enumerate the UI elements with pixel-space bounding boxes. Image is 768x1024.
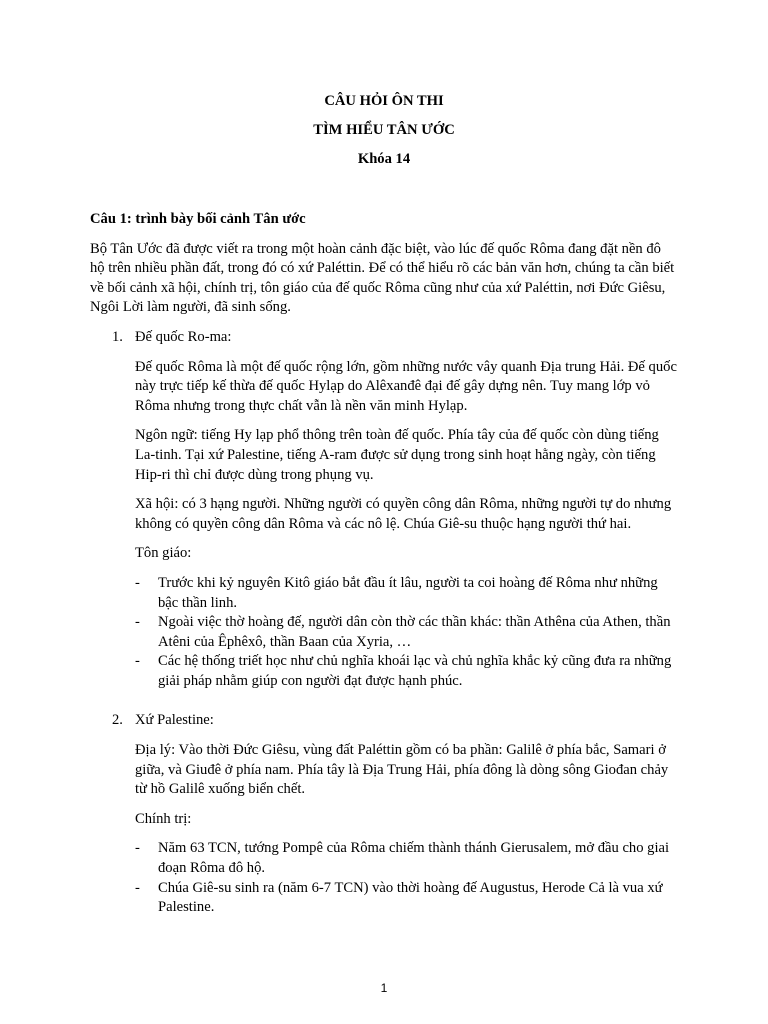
religion-label: Tôn giáo: — [135, 545, 192, 562]
list-item: - Trước khi kỷ nguyên Kitô giáo bắt đầu ít lâu, người ta coi hoàng đế Rôma như những bậc thần linh. — [135, 574, 658, 611]
title-line-3: Khóa 14 — [357, 150, 411, 167]
politics-label: Chính trị: — [135, 810, 192, 827]
list-item: - Năm 63 TCN, tướng Pompê của Rôma chiếm thành thánh Gierusalem, mở đầu cho giai đoạn Rôma đô hộ. — [135, 840, 670, 877]
question-1-intro: Bộ Tân Ước đã được viết ra trong một hoàn cảnh đặc biệt, vào lúc đế quốc Rôma đang đặt nền đô hộ trên nhiều phần đất, trong đó có xứ Paléttin. Để có thể hiểu rõ các bản văn hơn, chúng ta cần biết về bối cảnh xã hội, chính trị, tôn giáo của đế quốc Rôma cũng như của xứ Paléttin, nơi Đức Giêsu, Ngôi Lời làm người, đã sinh sống. — [90, 240, 675, 316]
document-title — [0, 92, 768, 179]
section-1-paragraph-2: Ngôn ngữ: tiếng Hy lạp phổ thông trên toàn đế quốc. Phía tây của đế quốc còn dùng tiếng La-tinh. Tại xứ Palestine, tiếng A-ram được sử dụng trong sinh hoạt hằng ngày, còn tiếng Hip-ri thì chỉ được dùng trong phụng vụ. — [135, 427, 659, 483]
section-1-paragraph-1: Đế quốc Rôma là một đế quốc rộng lớn, gồm những nước vây quanh Địa trung Hải. Đế quốc này trực tiếp kế thừa đế quốc Hylạp do Alêxanđê đại đế gây dựng nên. Tuy mang lớp vỏ Rôma nhưng trong thực chất vẫn là nền văn minh Hylạp. — [135, 358, 677, 414]
list-item: - Ngoài việc thờ hoàng đế, người dân còn thờ các thần khác: thần Athêna của Athen, thần Atêni của Êphêxô, thần Baan của Xyria, … — [135, 614, 671, 650]
religion-list — [135, 574, 678, 692]
politics-list — [135, 839, 678, 917]
section-1-title — [90, 328, 678, 348]
question-1-heading: Câu 1: trình bày bối cảnh Tân ước — [90, 211, 306, 227]
section-2-number: 2. — [112, 712, 123, 729]
page-number: 1 — [380, 981, 388, 995]
title-line-1: CÂU HỎI ÔN THI — [324, 93, 444, 109]
title-line-2: TÌM HIỂU TÂN ƯỚC — [313, 121, 455, 138]
section-2-title — [90, 711, 678, 731]
list-item: - Chúa Giê-su sinh ra (năm 6-7 TCN) vào thời hoàng đế Augustus, Herode Cả là vua xứ Palestine. — [135, 879, 663, 916]
section-1-title-text: Đế quốc Ro-ma: — [135, 328, 232, 345]
section-1-number: 1. — [112, 328, 123, 345]
list-item: - Các hệ thống triết học như chủ nghĩa khoái lạc và chủ nghĩa khắc kỷ cũng đưa ra những giải pháp nhằm giúp con người đạt được hạnh phúc. — [135, 653, 672, 689]
section-1-paragraph-3: Xã hội: có 3 hạng người. Những người có quyền công dân Rôma, những người tự do nhưng không có quyền công dân Rôma và các nô lệ. Chúa Giê-su thuộc hạng người thứ hai. — [135, 496, 672, 532]
section-2-body — [90, 741, 678, 829]
document-body — [90, 210, 678, 918]
section-1-body — [90, 358, 678, 564]
section-2-title-text: Xứ Palestine: — [135, 712, 214, 729]
section-2-paragraph-1: Địa lý: Vào thời Đức Giêsu, vùng đất Paléttin gồm có ba phần: Galilê ở phía bắc, Samari ở giữa, và Giuđê ở phía nam. Phía tây là Địa Trung Hải, phía đông là dòng sông Giođan chảy từ hồ Galilê xuống biển chết. — [135, 742, 669, 798]
